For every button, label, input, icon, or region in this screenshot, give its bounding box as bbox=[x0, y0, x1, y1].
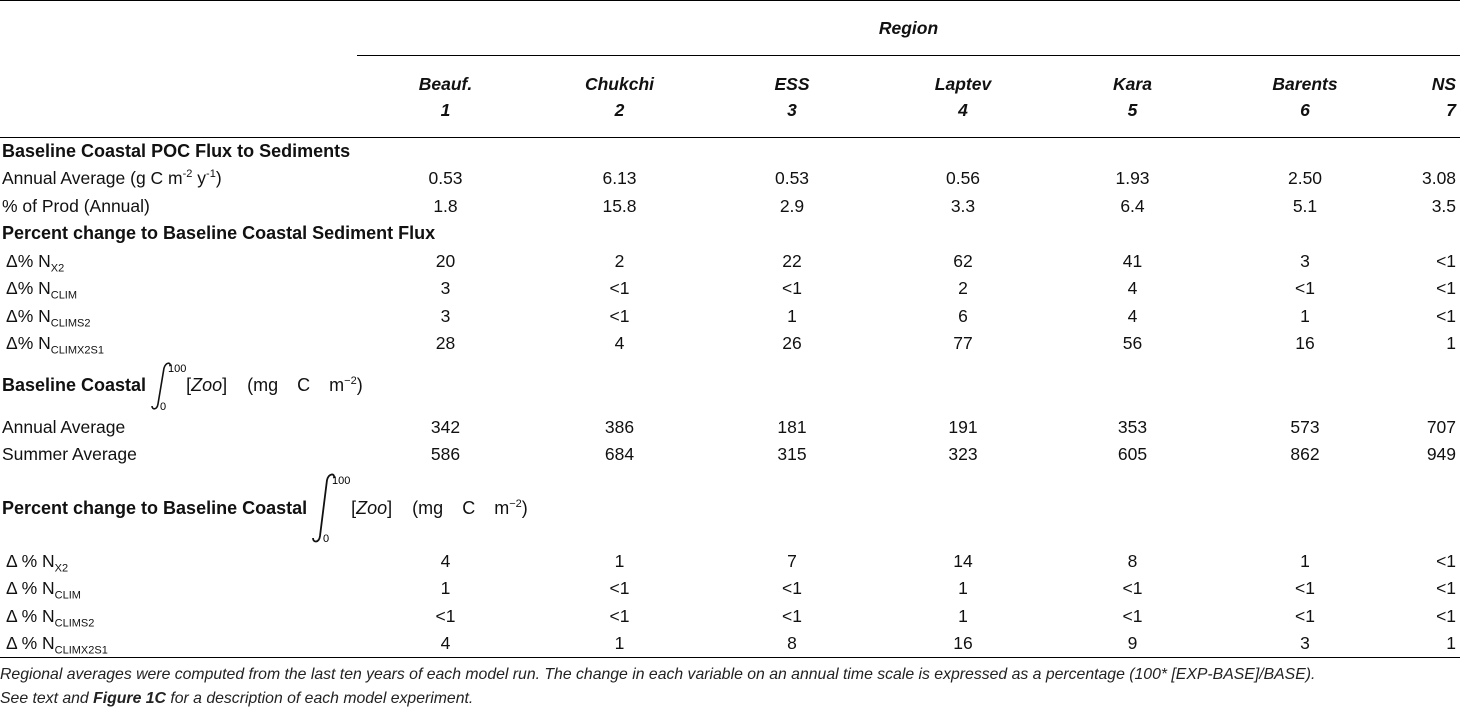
section-title-zoo-baseline bbox=[0, 358, 1460, 414]
cell: 1 bbox=[614, 550, 625, 571]
cell: <1 bbox=[1295, 578, 1315, 599]
cell: 14 bbox=[953, 550, 973, 571]
cell: 3 bbox=[1300, 250, 1310, 271]
section-header-row bbox=[0, 469, 1460, 548]
cell: 16 bbox=[879, 630, 1047, 658]
cell: 1 bbox=[958, 605, 968, 626]
row-label: Δ % $N_{CLIMS2}$ bbox=[6, 605, 95, 630]
cell: <1 bbox=[1295, 605, 1315, 626]
cell: <1 bbox=[1436, 278, 1457, 299]
row-label: Δ% $N_{X2}$ bbox=[6, 250, 65, 275]
table-row bbox=[0, 275, 1460, 303]
integral-sign-icon bbox=[307, 472, 351, 544]
cell: 1 bbox=[1300, 305, 1310, 326]
figure-reference-link[interactable]: Figure 1C bbox=[93, 690, 166, 707]
row-label: Annual Average bbox=[2, 416, 126, 437]
cell: 3 bbox=[1218, 630, 1392, 658]
zoo-change-expression: [Zoo] (mg C $m^{-2}$) bbox=[351, 497, 528, 518]
integral-lower-limit: 0 bbox=[323, 533, 330, 544]
column-header-barents: Barents 6 bbox=[1218, 56, 1392, 138]
integral-upper-limit: 100 bbox=[332, 475, 351, 487]
column-header-laptev: Laptev 4 bbox=[879, 56, 1047, 138]
zoo-baseline-unit: (mg C m bbox=[247, 375, 345, 395]
cell: 342 bbox=[430, 416, 461, 437]
cell: 1 bbox=[958, 578, 968, 599]
cell: 191 bbox=[948, 416, 978, 437]
row-label: Δ % $N_{CLIMX2S1}$ bbox=[0, 630, 357, 658]
row-label: Annual Average (g C $m^{-2}$ $y^{-1}$) bbox=[2, 168, 222, 189]
cell: 605 bbox=[1117, 444, 1148, 465]
cell: 8 bbox=[1127, 550, 1138, 571]
row-label: Δ% $N_{CLIMS2}$ bbox=[6, 305, 91, 330]
footnote-line-1: Regional averages were computed from the last ten years of each model run. The change in each variable on an annual time scale is expressed as a percentage (100* [EXP-BASE]/BASE). bbox=[0, 666, 1316, 683]
cell: 5.1 bbox=[1292, 195, 1318, 216]
row-label: Δ % $N_{CLIM}$ bbox=[6, 578, 81, 602]
cell: 0.53 bbox=[428, 168, 463, 189]
row-label: Summer Average bbox=[2, 444, 137, 465]
cell: 353 bbox=[1117, 416, 1148, 437]
cell: 323 bbox=[948, 444, 978, 465]
cell: 26 bbox=[782, 333, 802, 354]
table-row bbox=[0, 193, 1460, 221]
cell: <1 bbox=[609, 278, 630, 299]
cell: 4 bbox=[440, 550, 451, 571]
table-row bbox=[0, 165, 1460, 193]
footnote-line-2: See text and Figure 1C for a description of each model experiment. bbox=[0, 690, 474, 707]
cell: 62 bbox=[953, 250, 973, 271]
cell: 3.08 bbox=[1421, 168, 1457, 189]
section-title-zoo-change bbox=[0, 469, 1460, 548]
table-row bbox=[0, 248, 1460, 276]
cell: <1 bbox=[1436, 605, 1457, 626]
cell: <1 bbox=[782, 278, 802, 299]
cell: 1 bbox=[440, 578, 451, 599]
column-header-ess: ESS 3 bbox=[705, 56, 879, 138]
cell: 707 bbox=[1426, 416, 1457, 437]
column-header-beaufort: Beauf. 1 bbox=[357, 56, 534, 138]
column-header-kara: Kara 5 bbox=[1047, 56, 1218, 138]
section-header-row bbox=[0, 138, 1460, 166]
cell: 1 bbox=[534, 630, 705, 658]
cell: 6 bbox=[958, 305, 968, 326]
cell: 15.8 bbox=[602, 195, 637, 216]
cell: <1 bbox=[1436, 250, 1457, 271]
table-row bbox=[0, 603, 1460, 631]
cell: 181 bbox=[777, 416, 807, 437]
cell: 7 bbox=[787, 550, 797, 571]
section-title-poc-flux: Baseline Coastal POC Flux to Sediments bbox=[2, 141, 351, 161]
table-row bbox=[0, 303, 1460, 331]
cell: 41 bbox=[1122, 250, 1143, 271]
section-title-sediment-change: Percent change to Baseline Coastal Sediment Flux bbox=[2, 223, 436, 244]
zoo-change-title: Percent change to Baseline Coastal 100 0 [Zoo] (mg C $m^{-2}$) bbox=[2, 472, 528, 544]
cell: 1 bbox=[1300, 550, 1310, 571]
cell: 3.5 bbox=[1431, 195, 1457, 216]
cell: 586 bbox=[430, 444, 461, 465]
cell: 2.9 bbox=[779, 195, 805, 216]
cell: 949 bbox=[1426, 444, 1457, 465]
table-row bbox=[0, 330, 1460, 358]
column-header-chukchi: Chukchi 2 bbox=[534, 56, 705, 138]
cell: 4 bbox=[357, 630, 534, 658]
zoo-baseline-expression: [Zoo] (mg C $m^{-2}$) bbox=[186, 375, 363, 395]
cell: <1 bbox=[609, 605, 630, 626]
cell: 56 bbox=[1122, 333, 1143, 354]
cell: 3.3 bbox=[950, 195, 976, 216]
cell: 573 bbox=[1290, 416, 1320, 437]
region-header: Region bbox=[357, 1, 1460, 56]
integral-upper-limit: 100 bbox=[168, 362, 187, 375]
cell: 2.50 bbox=[1287, 168, 1323, 189]
zoo-change-unit: (mg C m bbox=[412, 497, 510, 518]
row-label: Δ% $N_{CLIM}$ bbox=[6, 278, 78, 302]
table-row bbox=[0, 441, 1460, 469]
region-header-row bbox=[0, 1, 1460, 56]
row-label: % of Prod (Annual) bbox=[2, 195, 150, 216]
cell: 862 bbox=[1290, 444, 1320, 465]
cell: 2 bbox=[614, 250, 625, 271]
cell: 22 bbox=[782, 250, 802, 271]
cell: 0.56 bbox=[945, 168, 981, 189]
cell: 3 bbox=[440, 305, 451, 326]
cell: 4 bbox=[614, 333, 625, 354]
section-header-row bbox=[0, 220, 1460, 248]
cell: 1 bbox=[1392, 630, 1460, 658]
cell: <1 bbox=[609, 305, 630, 326]
cell: 684 bbox=[604, 444, 635, 465]
cell: 315 bbox=[777, 444, 807, 465]
cell: 1.93 bbox=[1115, 168, 1150, 189]
cell: 20 bbox=[435, 250, 456, 271]
cell: 28 bbox=[435, 333, 456, 354]
cell: <1 bbox=[1122, 605, 1143, 626]
cell: <1 bbox=[1295, 278, 1315, 299]
cell: 0.53 bbox=[774, 168, 810, 189]
section-header-row bbox=[0, 358, 1460, 414]
cell: <1 bbox=[1436, 578, 1457, 599]
cell: 9 bbox=[1047, 630, 1218, 658]
table-footnote bbox=[0, 663, 1460, 711]
row-label: Δ % $N_{X2}$ bbox=[6, 550, 69, 575]
cell: 6.4 bbox=[1120, 195, 1145, 216]
row-label: Δ% $N_{CLIMX2S1}$ bbox=[6, 333, 104, 357]
cell: 3 bbox=[440, 278, 451, 299]
cell: 6.13 bbox=[602, 168, 637, 189]
cell: <1 bbox=[1436, 550, 1457, 571]
table-row bbox=[0, 630, 1460, 658]
cell: 4 bbox=[1127, 278, 1138, 299]
cell: <1 bbox=[1122, 578, 1143, 599]
cell: 77 bbox=[953, 333, 973, 354]
cell: 16 bbox=[1295, 333, 1315, 354]
cell: 1 bbox=[787, 305, 797, 326]
cell: 2 bbox=[958, 278, 968, 299]
table-row bbox=[0, 548, 1460, 576]
column-header-row bbox=[0, 56, 1460, 138]
cell: 1 bbox=[1446, 333, 1457, 354]
integral-sign-icon bbox=[146, 360, 186, 412]
cell: <1 bbox=[782, 605, 802, 626]
table-row bbox=[0, 575, 1460, 603]
table-row bbox=[0, 414, 1460, 442]
cell: 4 bbox=[1127, 305, 1138, 326]
cell: <1 bbox=[435, 605, 456, 626]
zoo-baseline-title: Baseline Coastal 100 0 [Zoo] (mg C $m^{-2}$) bbox=[2, 360, 363, 412]
cell: 386 bbox=[604, 416, 635, 437]
cell: <1 bbox=[609, 578, 630, 599]
cell: <1 bbox=[782, 578, 802, 599]
integral-lower-limit: 0 bbox=[160, 400, 167, 412]
cell: 8 bbox=[705, 630, 879, 658]
column-header-ns: NS 7 bbox=[1392, 56, 1460, 138]
cell: <1 bbox=[1436, 305, 1457, 326]
cell: 1.8 bbox=[433, 195, 458, 216]
